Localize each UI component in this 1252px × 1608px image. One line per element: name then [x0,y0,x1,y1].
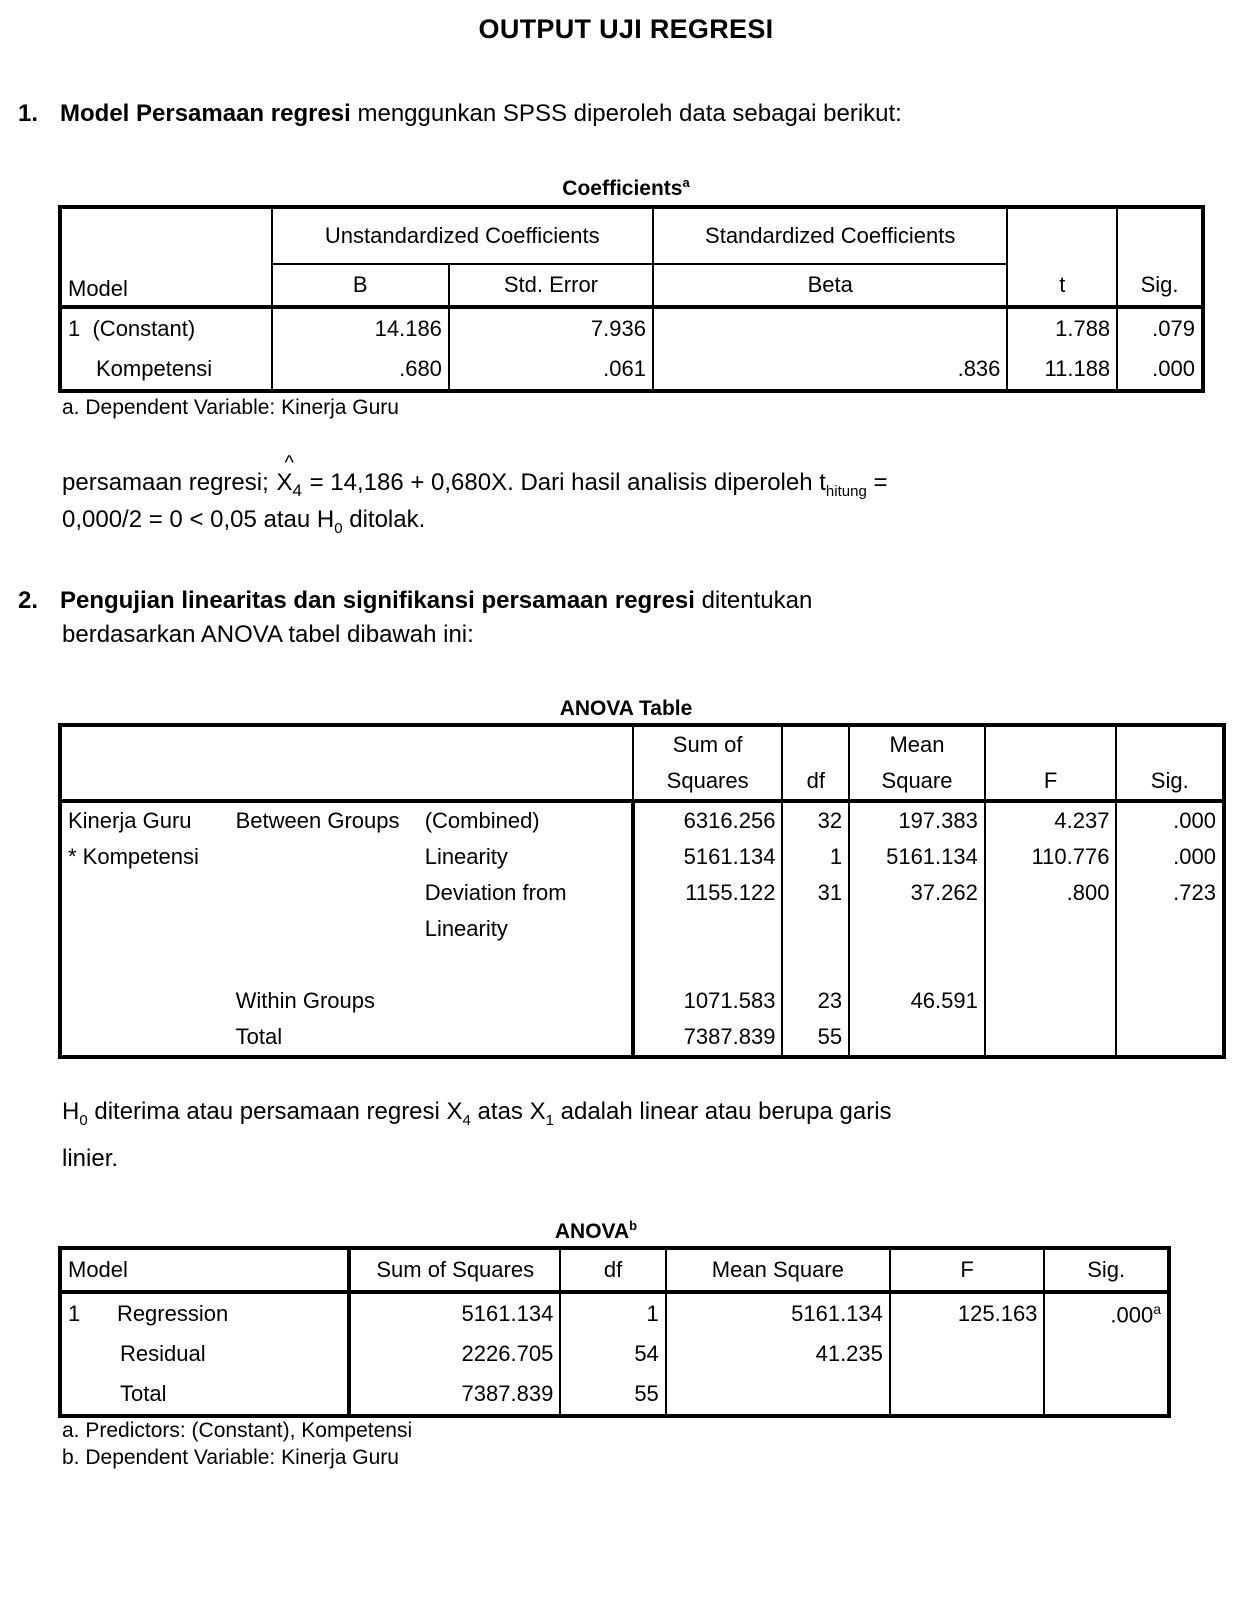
anova-row-1-ss: 5161.134 [633,839,783,875]
list-item-2-line2: berdasarkan ANOVA tabel dibawah ini: [62,621,474,649]
anova-b-caption-superscript: b [629,1218,638,1234]
anova-b-row-0-sig-superscript: a [1153,1300,1161,1317]
anova-spacer-e [782,947,849,983]
coefficients-caption-superscript: a [682,175,690,191]
anova-table-caption: ANOVA Table [559,696,693,720]
table-row [60,1374,1169,1416]
conclusion-x1-subscript: 1 [545,1111,554,1129]
anova-row-1-spacer [230,839,419,875]
anova-header-blank [60,725,633,801]
coefficients-row-0-name: (Constant) [92,316,196,342]
anova-b-row-2-ms [666,1374,890,1416]
list-item-2-bold-lead: Pengujian linearitas dan signifikansi persamaan regresi [60,586,695,614]
t-hitung-subscript: hitung [825,482,867,500]
anova-header-f: F [985,763,1117,801]
coefficients-header-unstandardized: Unstandardized Coefficients [272,207,653,264]
anova-row-group-line2: * Kompetensi [60,839,230,875]
anova-b-row-0-ss: 5161.134 [349,1292,560,1334]
anova-header-mean-square-line1: Mean [849,725,985,763]
equation-lead: persamaan regresi; [62,468,269,496]
list-item-2-rest: ditentukan [694,586,813,614]
coefficients-row-1-sig: .000 [1117,349,1203,391]
anova-b-row-1-sig [1044,1334,1169,1374]
anova-within-f [985,983,1117,1019]
coefficients-header-std-error: Std. Error [449,264,653,307]
anova-b-row-0-model-num: 1 [68,1301,81,1327]
conclusion-h: H [62,1097,80,1125]
anova-total-label: Total [230,1019,633,1057]
table-row [60,801,1224,839]
anova-row-group-line1: Kinerja Guru [60,801,230,839]
conclusion-paragraph-line2: linier. [62,1144,119,1172]
anova-row-1-ms: 5161.134 [849,839,985,875]
anova-b-header-sum-of-squares: Sum of Squares [349,1248,560,1292]
anova-b-footnote-a: a. Predictors: (Constant), Kompetensi [62,1419,413,1443]
anova-b-row-2-ss: 7387.839 [349,1374,560,1416]
anova-b-footnote-b: b. Dependent Variable: Kinerja Guru [62,1446,399,1470]
coefficients-header-sig: Sig. [1117,264,1203,307]
anova-b-header-sig: Sig. [1044,1248,1169,1292]
anova-spacer-d [633,947,783,983]
anova-spacer-f [849,947,985,983]
coefficients-row-0-b: 14.186 [272,307,449,349]
anova-row-0-sig: .000 [1116,801,1224,839]
table-row [60,875,1224,911]
anova-spacer-c [419,947,633,983]
x-hat-base: X [276,468,293,496]
coefficients-header-t: t [1007,264,1117,307]
anova-row-2-df: 31 [782,875,849,911]
anova-row-1-sub: Linearity [419,839,633,875]
anova-header-row-1 [60,725,1224,763]
anova-row-0-ms: 197.383 [849,801,985,839]
page-title: OUTPUT UJI REGRESI [478,14,774,44]
coefficients-row-1-std-error: .061 [449,349,653,391]
anova-total-df: 55 [782,1019,849,1057]
conclusion-h-subscript: 0 [79,1111,88,1129]
anova-between-groups-label: Between Groups [230,801,419,839]
coefficients-caption-text: Coefficients [562,177,683,201]
anova-b-row-2-sig [1044,1374,1169,1416]
anova-row-2-sub2: Linearity [419,911,633,947]
x-hat-symbol [275,451,302,503]
conclusion-text-b: atas X [470,1097,546,1125]
anova-header-mean-square-line2: Square [849,763,985,801]
anova-b-header-df: df [560,1248,665,1292]
anova-header-f-spacer [985,725,1117,763]
conclusion-text-c: adalah linear atau berupa garis [553,1097,892,1125]
anova-row-0-df: 32 [782,801,849,839]
anova-b-row-1-df: 54 [560,1334,665,1374]
anova-row-1-df: 1 [782,839,849,875]
anova-within-sig [1116,983,1224,1019]
table-row [60,349,1203,391]
coefficients-row-1-b: .680 [272,349,449,391]
coefficients-header-b: B [272,264,449,307]
coefficients-row-0-beta [653,307,1007,349]
table-row-spacer [60,947,1224,983]
anova-b-row-2-f [890,1374,1045,1416]
anova-b-row-2-df: 55 [560,1374,665,1416]
coefficients-table-footnote: a. Dependent Variable: Kinerja Guru [62,396,399,420]
coefficients-row-1-beta: .836 [653,349,1007,391]
anova-row-2-ss: 1155.122 [633,875,783,911]
coefficients-table-caption [0,175,1252,201]
table-row [60,1019,1224,1057]
anova-total-ms [849,1019,985,1057]
anova-b-row-0-sig-value: .000 [1110,1302,1154,1328]
anova-b-row-0-sig [1044,1292,1169,1334]
anova-row-0-f: 4.237 [985,801,1117,839]
anova-b-header-f: F [890,1248,1045,1292]
anova-within-df: 23 [782,983,849,1019]
anova-row-2b-spacer-b [230,911,419,947]
list-item-1-number: 1. [18,100,39,127]
table-row [60,1292,1169,1334]
anova-spacer-h [1116,947,1224,983]
anova-within-groups-label: Within Groups [230,983,633,1019]
anova-b-row-1-f [890,1334,1045,1374]
anova-row-1-sig: .000 [1116,839,1224,875]
conclusion-text-a: diterima atau persamaan regresi X [87,1097,463,1125]
anova-b-header-model: Model [60,1248,349,1292]
anova-b-row-0-ms: 5161.134 [666,1292,890,1334]
coefficients-row-0-sig: .079 [1117,307,1203,349]
list-item-2-body [60,584,1222,618]
anova-within-ss: 1071.583 [633,983,783,1019]
coefficients-header-model: Model [60,207,272,307]
anova-row-1-f: 110.776 [985,839,1117,875]
anova-within-ms: 46.591 [849,983,985,1019]
anova-header-sig: Sig. [1116,763,1224,801]
table-row [60,911,1224,947]
equation-middle: = 14,186 + 0,680X. Dari hasil analisis diperoleh t [309,468,826,496]
coefficients-row-1-t: 11.188 [1007,349,1117,391]
anova-b-row-1-ss: 2226.705 [349,1334,560,1374]
anova-b-header-row [60,1248,1169,1292]
coefficients-header-row-1 [60,207,1203,264]
anova-row-2b-ms [849,911,985,947]
table-row [60,839,1224,875]
coefficients-table [58,205,1205,393]
hat-accent: ^ [284,451,294,474]
coefficients-header-sig-spacer [1117,207,1203,264]
coefficients-row-0-label [60,307,272,349]
anova-within-spacer [60,983,230,1019]
anova-b-row-0-f: 125.163 [890,1292,1045,1334]
list-item-1-bold-lead: Model Persamaan regresi [60,100,351,127]
x-hat-subscript: 4 [292,480,302,500]
coefficients-header-t-spacer [1007,207,1117,264]
anova-b-row-2-label: Total [60,1374,349,1416]
conclusion-x4-subscript: 4 [462,1111,471,1129]
anova-row-0-ss: 6316.256 [633,801,783,839]
anova-table [58,723,1226,1059]
anova-row-2b-f [985,911,1117,947]
anova-table-wrapper [0,723,1252,1059]
anova-header-sum-of-squares-line2: Squares [633,763,783,801]
anova-header-sig-spacer [1116,725,1224,763]
coefficients-row-0-t: 1.788 [1007,307,1117,349]
list-item-1-rest: menggunkan SPSS diperoleh data sebagai berikut: [350,100,902,127]
anova-row-2-sig: .723 [1116,875,1224,911]
anova-b-row-0-label [60,1292,349,1334]
equation-paragraph [0,451,1252,503]
anova-b-caption-text: ANOVA [554,1220,630,1244]
anova-total-sig [1116,1019,1224,1057]
conclusion-paragraph [0,1089,1252,1136]
table-row [60,983,1224,1019]
coefficients-header-standardized: Standardized Coefficients [653,207,1007,264]
anova-b-row-0-df: 1 [560,1292,665,1334]
anova-b-table-wrapper [0,1246,1252,1418]
anova-header-df: df [782,763,849,801]
coefficients-header-beta: Beta [653,264,1007,307]
list-item-2-number: 2. [18,586,39,614]
list-item-1-body [60,97,1222,131]
anova-b-table-caption [0,1218,1252,1244]
anova-row-2-spacer-a [60,875,230,911]
table-row [60,307,1203,349]
equation-paragraph-line2 [0,503,1252,540]
anova-spacer-a [60,947,230,983]
table-row [60,1334,1169,1374]
anova-row-2-f: .800 [985,875,1117,911]
coefficients-table-wrapper [0,205,1252,393]
anova-spacer-g [985,947,1117,983]
equation-line2-b: ditolak. [342,506,426,534]
anova-row-2-ms: 37.262 [849,875,985,911]
equation-tail: = [873,468,888,496]
anova-row-0-sub: (Combined) [419,801,633,839]
coefficients-row-0-model-num: 1 [68,316,81,342]
anova-b-header-mean-square: Mean Square [666,1248,890,1292]
document-page [0,8,1252,1608]
anova-row-2b-ss [633,911,783,947]
coefficients-row-0-std-error: 7.936 [449,307,653,349]
anova-total-f [985,1019,1117,1057]
equation-line2-a: 0,000/2 = 0 < 0,05 atau H [62,506,335,534]
anova-row-2b-df [782,911,849,947]
list-item-2 [0,584,1252,618]
anova-b-table [58,1246,1171,1418]
anova-row-2b-spacer-a [60,911,230,947]
anova-b-row-1-label: Residual [60,1334,349,1374]
anova-row-2-sub: Deviation from [419,875,633,911]
anova-spacer-b [230,947,419,983]
anova-b-row-1-ms: 41.235 [666,1334,890,1374]
list-item-1 [0,97,1252,131]
h-null-subscript: 0 [334,520,343,538]
coefficients-row-1-label: Kompetensi [60,349,272,391]
anova-header-df-spacer [782,725,849,763]
anova-total-ss: 7387.839 [633,1019,783,1057]
anova-header-sum-of-squares-line1: Sum of [633,725,783,763]
anova-row-2-spacer-b [230,875,419,911]
anova-total-spacer [60,1019,230,1057]
anova-b-row-0-name: Regression [116,1301,229,1327]
anova-row-2b-sig [1116,911,1224,947]
